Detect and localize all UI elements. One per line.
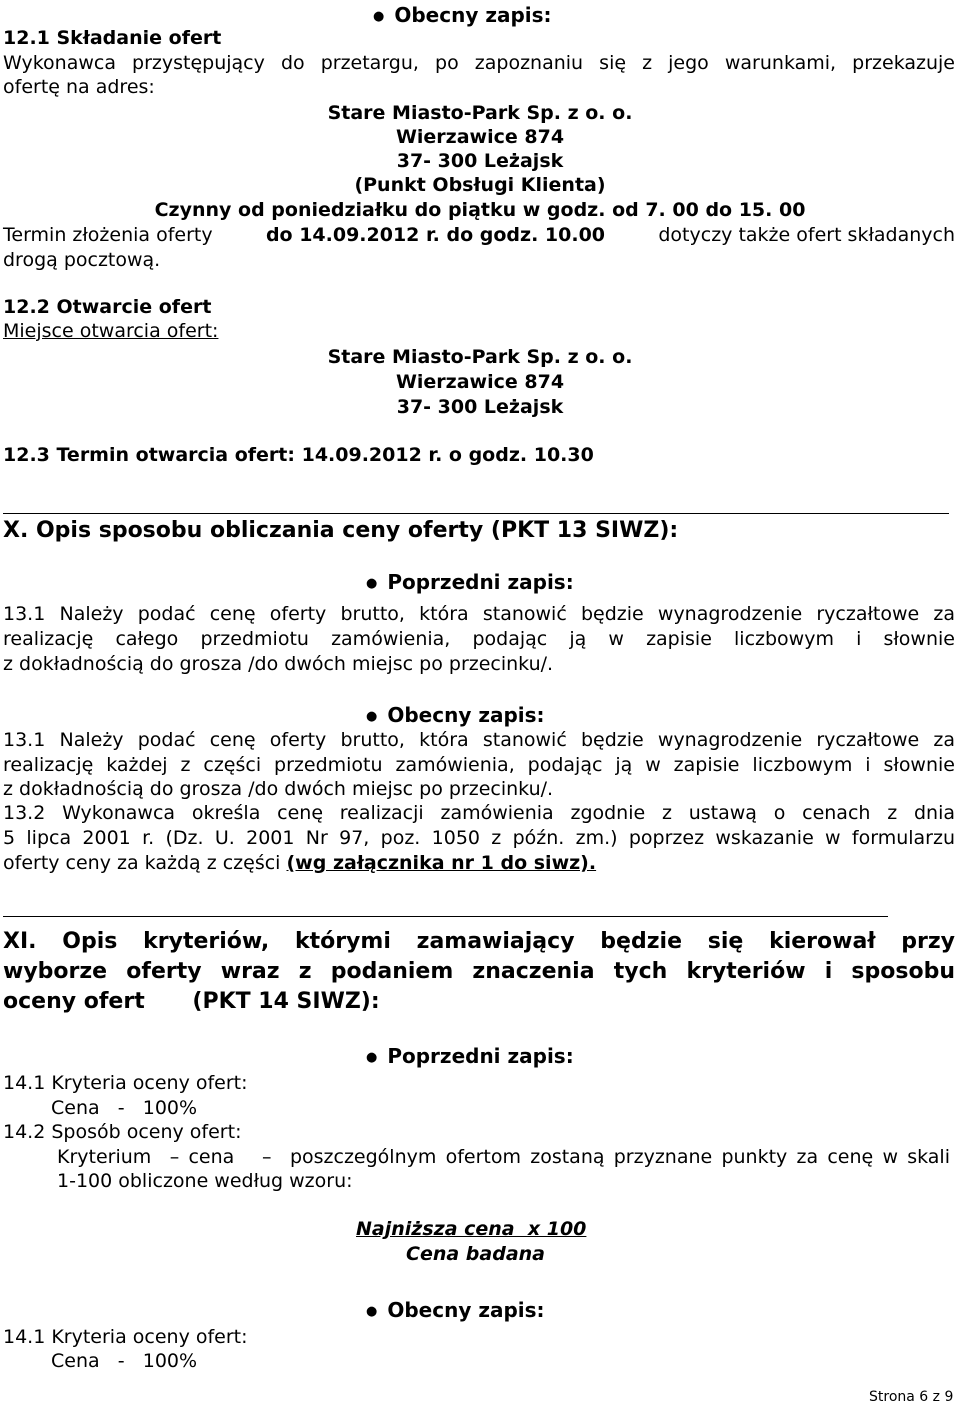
paragraph-line: z dokładnością do grosza /do dwóch miejsc po przecinku/. [3, 653, 554, 675]
method-label: 14.2 Sposób oceny ofert: [3, 1121, 242, 1143]
address-line: 37- 300 Leżajsk [396, 150, 564, 172]
deadline-note: dotyczy także ofert składanych [658, 224, 955, 246]
criteria-value: Cena - 100% [51, 1097, 198, 1119]
heading-text: oceny ofert [3, 989, 145, 1014]
paragraph-line: drogą pocztową. [3, 249, 161, 271]
page-number: Strona 6 z 9 [869, 1389, 954, 1405]
address-line: Stare Miasto-Park Sp. z o. o. [327, 346, 633, 368]
paragraph-text: oferty ceny za każdą z części [3, 852, 281, 874]
marker-text: Poprzedni zapis: [387, 1044, 574, 1068]
paragraph-line: 5 lipca 2001 r. (Dz. U. 2001 Nr 97, poz. 1050 z późn. zm.) poprzez wskazanie w formularzu [3, 827, 955, 849]
address-line: 37- 300 Leżajsk [396, 396, 564, 418]
opening-place-label: Miejsce otwarcia ofert: [3, 320, 219, 342]
previous-version-marker [366, 1044, 574, 1072]
section-x-title: X. Opis sposobu obliczania ceny oferty (PKT 13 SIWZ): [3, 518, 679, 543]
criteria-label: 14.1 Kryteria oceny ofert: [3, 1072, 248, 1094]
office-hours: Czynny od poniedziałku do piątku w godz. od 7. 00 do 15. 00 [154, 199, 806, 221]
marker-text: Obecny zapis: [387, 703, 545, 727]
attachment-reference: (wg załącznika nr 1 do siwz). [286, 852, 597, 874]
section-12-2-title: 12.2 Otwarcie ofert [3, 296, 212, 318]
current-version-marker [366, 703, 545, 731]
paragraph-line [3, 851, 596, 875]
section-xi-title [3, 927, 955, 1017]
heading-text: (PKT 14 SIWZ): [192, 989, 380, 1014]
paragraph-line: 13.1 Należy podać cenę oferty brutto, która stanowić będzie wynagrodzenie ryczałtowe za [3, 729, 955, 751]
paragraph-line: 13.2 Wykonawca określa cenę realizacji zamówienia zgodnie z ustawą o cenach z dnia [3, 802, 955, 824]
heading-line: wyborze oferty wraz z podaniem znaczenia tych kryteriów i sposobu [3, 959, 955, 984]
deadline-label: Termin złożenia oferty [3, 224, 213, 246]
marker-text: Poprzedni zapis: [387, 570, 574, 594]
address-line: Stare Miasto-Park Sp. z o. o. [327, 102, 633, 124]
section-12-3: 12.3 Termin otwarcia ofert: 14.09.2012 r. o godz. 10.30 [3, 444, 594, 466]
deadline-date: do 14.09.2012 r. do godz. 10.00 [265, 224, 606, 246]
paragraph-line: 13.1 Należy podać cenę oferty brutto, która stanowić będzie wynagrodzenie ryczałtowe za [3, 603, 955, 625]
formula-denominator: Cena badana [406, 1243, 545, 1265]
current-version-marker [366, 1298, 545, 1326]
address-line: Wierzawice 874 [395, 126, 565, 148]
deadline-line [3, 223, 955, 247]
address-line: Wierzawice 874 [395, 371, 565, 393]
address-line: (Punkt Obsługi Klienta) [354, 174, 606, 196]
marker-text: Obecny zapis: [387, 1298, 545, 1322]
formula-numerator: Najniższa cena x 100 [356, 1218, 587, 1240]
paragraph-line: 1-100 obliczone według wzoru: [57, 1170, 353, 1192]
divider [3, 513, 949, 514]
divider [3, 916, 888, 917]
heading-line [3, 987, 955, 1017]
previous-version-marker [366, 570, 574, 598]
criteria-label: 14.1 Kryteria oceny ofert: [3, 1326, 248, 1348]
paragraph-line: realizację każdej z części przedmiotu zamówienia, podając ją w zapisie liczbowym i słownie [3, 754, 955, 776]
section-12-1-title: 12.1 Składanie ofert [3, 27, 222, 49]
marker-text: Obecny zapis: [394, 3, 552, 27]
heading-line: XI. Opis kryteriów, którymi zamawiający będzie się kierował przy [3, 929, 955, 954]
paragraph-line: Kryterium – cena – poszczególnym ofertom zostaną przyznane punkty za cenę w skali [57, 1146, 950, 1168]
current-version-marker [373, 3, 552, 31]
paragraph-line: z dokładnością do grosza /do dwóch miejsc po przecinku/. [3, 778, 554, 800]
paragraph-line: Wykonawca przystępujący do przetargu, po zapoznaniu się z jego warunkami, przekazuje [3, 52, 955, 74]
criteria-value: Cena - 100% [51, 1350, 198, 1372]
paragraph-line: realizację całego przedmiotu zamówienia, podając ją w zapisie liczbowym i słownie [3, 628, 955, 650]
paragraph-line: ofertę na adres: [3, 76, 155, 98]
